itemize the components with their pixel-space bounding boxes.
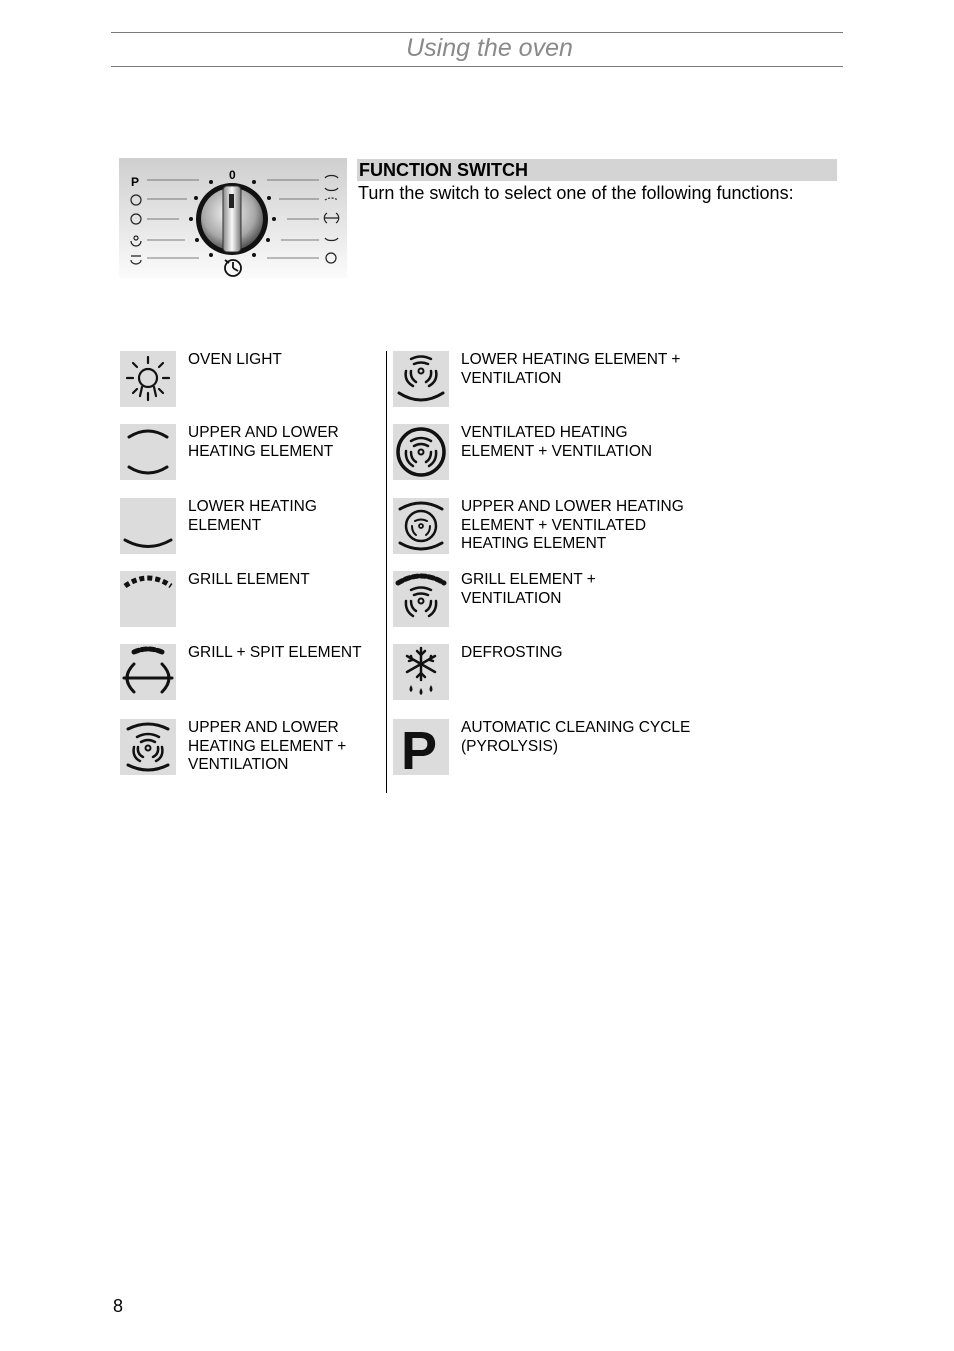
lower-heating-icon [120,498,176,554]
light-bulb-icon [120,351,176,407]
svg-text:P: P [401,721,438,775]
header-rule-bottom [111,66,843,67]
grill-ventilation-icon [393,571,449,627]
function-label: LOWER HEATING ELEMENT + VENTILATION [461,351,681,387]
dial-zero-label: 0 [229,168,236,182]
header-rule-top [111,32,843,33]
page-number: 8 [113,1296,124,1316]
upper-lower-heating-icon [120,424,176,480]
grill-spit-icon [120,644,176,700]
function-label: GRILL ELEMENT [188,571,310,588]
section-heading: FUNCTION SWITCH [357,159,837,181]
grill-element-icon [120,571,176,627]
dial-right-icons [324,175,338,263]
section-intro: Turn the switch to select one of the following functions: [358,183,794,203]
function-label: VENTILATED HEATING ELEMENT + VENTILATION [461,424,653,460]
timer-icon [225,260,241,276]
function-label: GRILL ELEMENT + VENTILATION [461,571,596,607]
function-label: DEFROSTING [461,644,563,661]
page-title: Using the oven [406,34,573,62]
function-label: AUTOMATIC CLEANING CYCLE (PYROLYSIS) [461,719,691,755]
dial-p-label: P [131,175,140,189]
upper-lower-ventilation-icon [120,719,176,775]
dial-left-icons [131,195,141,264]
function-label: GRILL + SPIT ELEMENT [188,644,362,661]
function-label: UPPER AND LOWER HEATING ELEMENT + VENTILATED HEATING ELEMENT [461,498,684,552]
function-label: LOWER HEATING ELEMENT [188,498,317,534]
fan-upper-lower-icon [393,498,449,554]
lower-ventilation-icon [393,351,449,407]
function-label: OVEN LIGHT [188,351,282,368]
function-label: UPPER AND LOWER HEATING ELEMENT [188,424,339,460]
p-letter-icon [393,719,449,775]
function-label: UPPER AND LOWER HEATING ELEMENT + VENTILATION [188,719,347,773]
fan-circular-icon [393,424,449,480]
function-dial-illustration [119,158,347,278]
snowflake-icon [393,644,449,700]
